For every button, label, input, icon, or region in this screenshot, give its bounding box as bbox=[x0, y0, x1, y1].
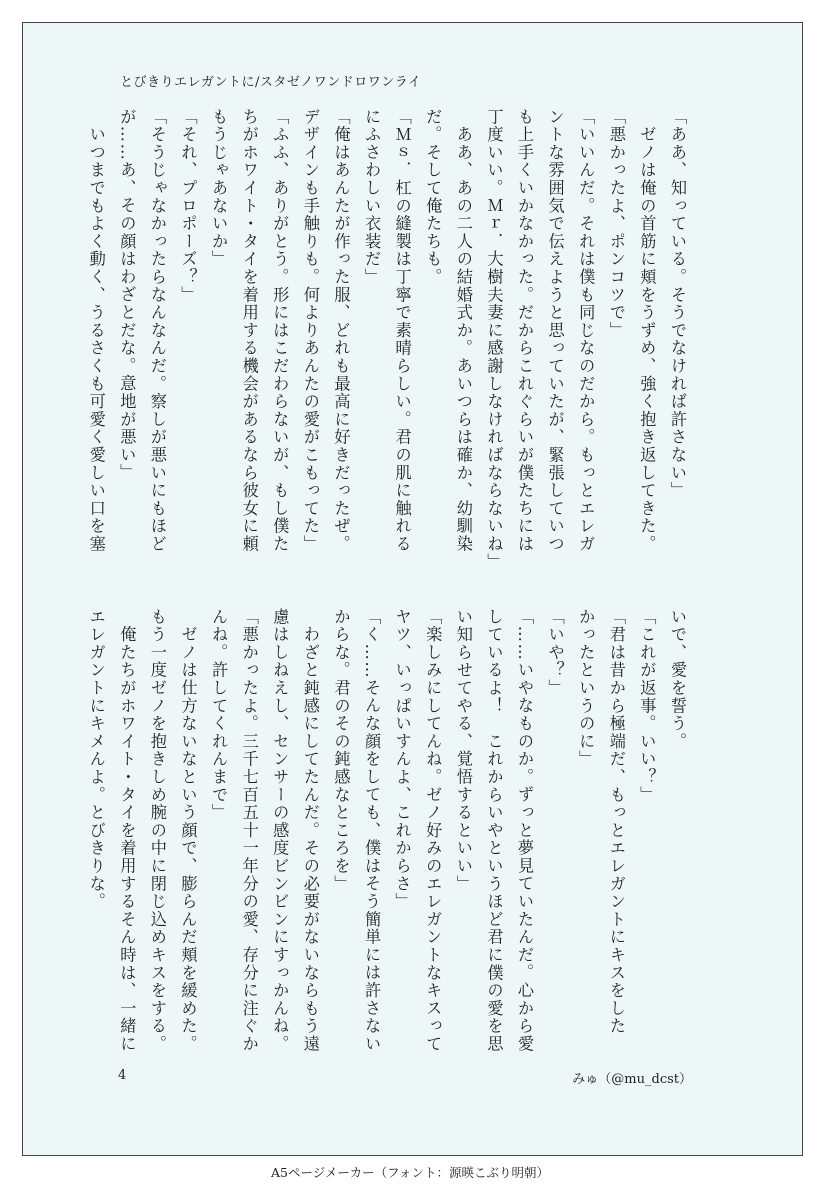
text-line: もうじゃあないか」 bbox=[209, 108, 229, 269]
text-line: い知らせてやる、覚悟するといい」 bbox=[453, 608, 473, 893]
text-line: が……あ、その顔はわざとだな。意地が悪い」 bbox=[117, 108, 137, 482]
text-line: んね。許してくれんまで」 bbox=[209, 608, 229, 822]
text-line: 「そうじゃなかったらなんなんだ。察しが悪いにもほど bbox=[147, 108, 167, 553]
text-line: 「く……そんな顔をしても、僕はそう簡単には許さない bbox=[362, 608, 382, 1053]
text-line: にふさわしい衣装だ」 bbox=[362, 108, 382, 286]
text-line: エレガントにキメんよ。とびきりな。 bbox=[86, 608, 106, 911]
text-line: 「いや？」 bbox=[545, 608, 565, 697]
header-title: とびきりエレガントに/スタゼノワンドロワンライ bbox=[120, 75, 422, 90]
text-line: 「俺はあんたが作った服、どれも最高に好きだったぜ。 bbox=[331, 108, 351, 553]
text-line: わざと鈍感にしてたんだ。その必要がないならもう遠 bbox=[300, 608, 320, 1053]
text-line: ヤツ、いっぱいすんよ、これからさ」 bbox=[392, 608, 412, 911]
text-line: 「楽しみにしてんね。ゼノ好みのエレガントなキスって bbox=[423, 608, 443, 1053]
text-line: ちがホワイト・タイを着用する機会があるなら彼女に頼 bbox=[239, 108, 259, 553]
text-line: も上手くいかなかった。だからこれぐらいが僕たちには bbox=[515, 108, 535, 553]
footer-caption: A5ページメーカー（フォント：源暎こぶり明朝） bbox=[271, 1165, 549, 1180]
text-line: ントな雰囲気で伝えようと思っていたが、緊張していつ bbox=[545, 108, 565, 553]
text-line: 慮はしねえし、センサーの感度ビンビンにすっかんね。 bbox=[270, 608, 290, 1053]
text-line: 「ああ、知っている。そうでなければ許さない」 bbox=[668, 108, 687, 500]
page-number: 4 bbox=[118, 1068, 127, 1083]
text-line: 「これが返事。いい？」 bbox=[637, 608, 657, 804]
text-line: からな。君のその鈍感なところを」 bbox=[331, 608, 351, 893]
text-line: だ。そして俺たちも。 bbox=[423, 108, 443, 286]
upper-text-block bbox=[86, 108, 692, 571]
text-line: いつまでもよく動く、うるさくも可愛く愛しい口を塞 bbox=[86, 108, 106, 553]
text-line: 「君は昔から極端だ、もっとエレガントにキスをした bbox=[606, 608, 626, 1036]
lower-text-block bbox=[86, 608, 692, 1078]
text-line: 「Ｍｓ．杠の縫製は丁寧で素晴らしい。君の肌に触れる bbox=[392, 108, 412, 553]
text-line: かったというのに」 bbox=[576, 608, 596, 769]
text-line: ゼノは俺の首筋に頬をうずめ、強く抱き返してきた。 bbox=[637, 108, 657, 553]
text-line: 丁度いい。Ｍｒ．大樹夫妻に感謝しなければならないね」 bbox=[484, 108, 504, 571]
text-line: ゼノは仕方ないなという顔で、膨らんだ頬を緩めた。 bbox=[178, 608, 198, 1053]
text-line: ああ、あの二人の結婚式か。あいつらは確か、幼馴染 bbox=[453, 108, 473, 553]
text-line: 「それ、プロポーズ？」 bbox=[178, 108, 198, 304]
text-line: 「いいんだ。それは僕も同じなのだから。もっとエレガ bbox=[576, 108, 596, 553]
text-line: 「ふふ、ありがとう。形にはこだわらないが、もし僕た bbox=[270, 108, 290, 553]
text-line: しているよ！ これからいやというほど君に僕の愛を思 bbox=[484, 608, 504, 1053]
author-credit: みゅ（@mu_dcst） bbox=[572, 1072, 692, 1087]
text-line: 「悪かったよ、ポンコツで」 bbox=[606, 108, 626, 340]
text-line: いで、愛を誓う。 bbox=[668, 608, 687, 751]
text-line: 「……いやなものか。ずっと夢見ていたんだ。心から愛 bbox=[515, 608, 535, 1053]
text-line: もう一度ゼノを抱きしめ腕の中に閉じ込めキスをする。 bbox=[147, 608, 167, 1053]
text-line: 「悪かったよ。三千七百五十一年分の愛、存分に注ぐか bbox=[239, 608, 259, 1053]
text-line: デザインも手触りも。何よりあんたの愛がこもってた」 bbox=[300, 108, 320, 553]
text-line: 俺たちがホワイト・タイを着用するそん時は、一緒に bbox=[117, 608, 137, 1053]
manuscript-page bbox=[22, 22, 803, 1156]
